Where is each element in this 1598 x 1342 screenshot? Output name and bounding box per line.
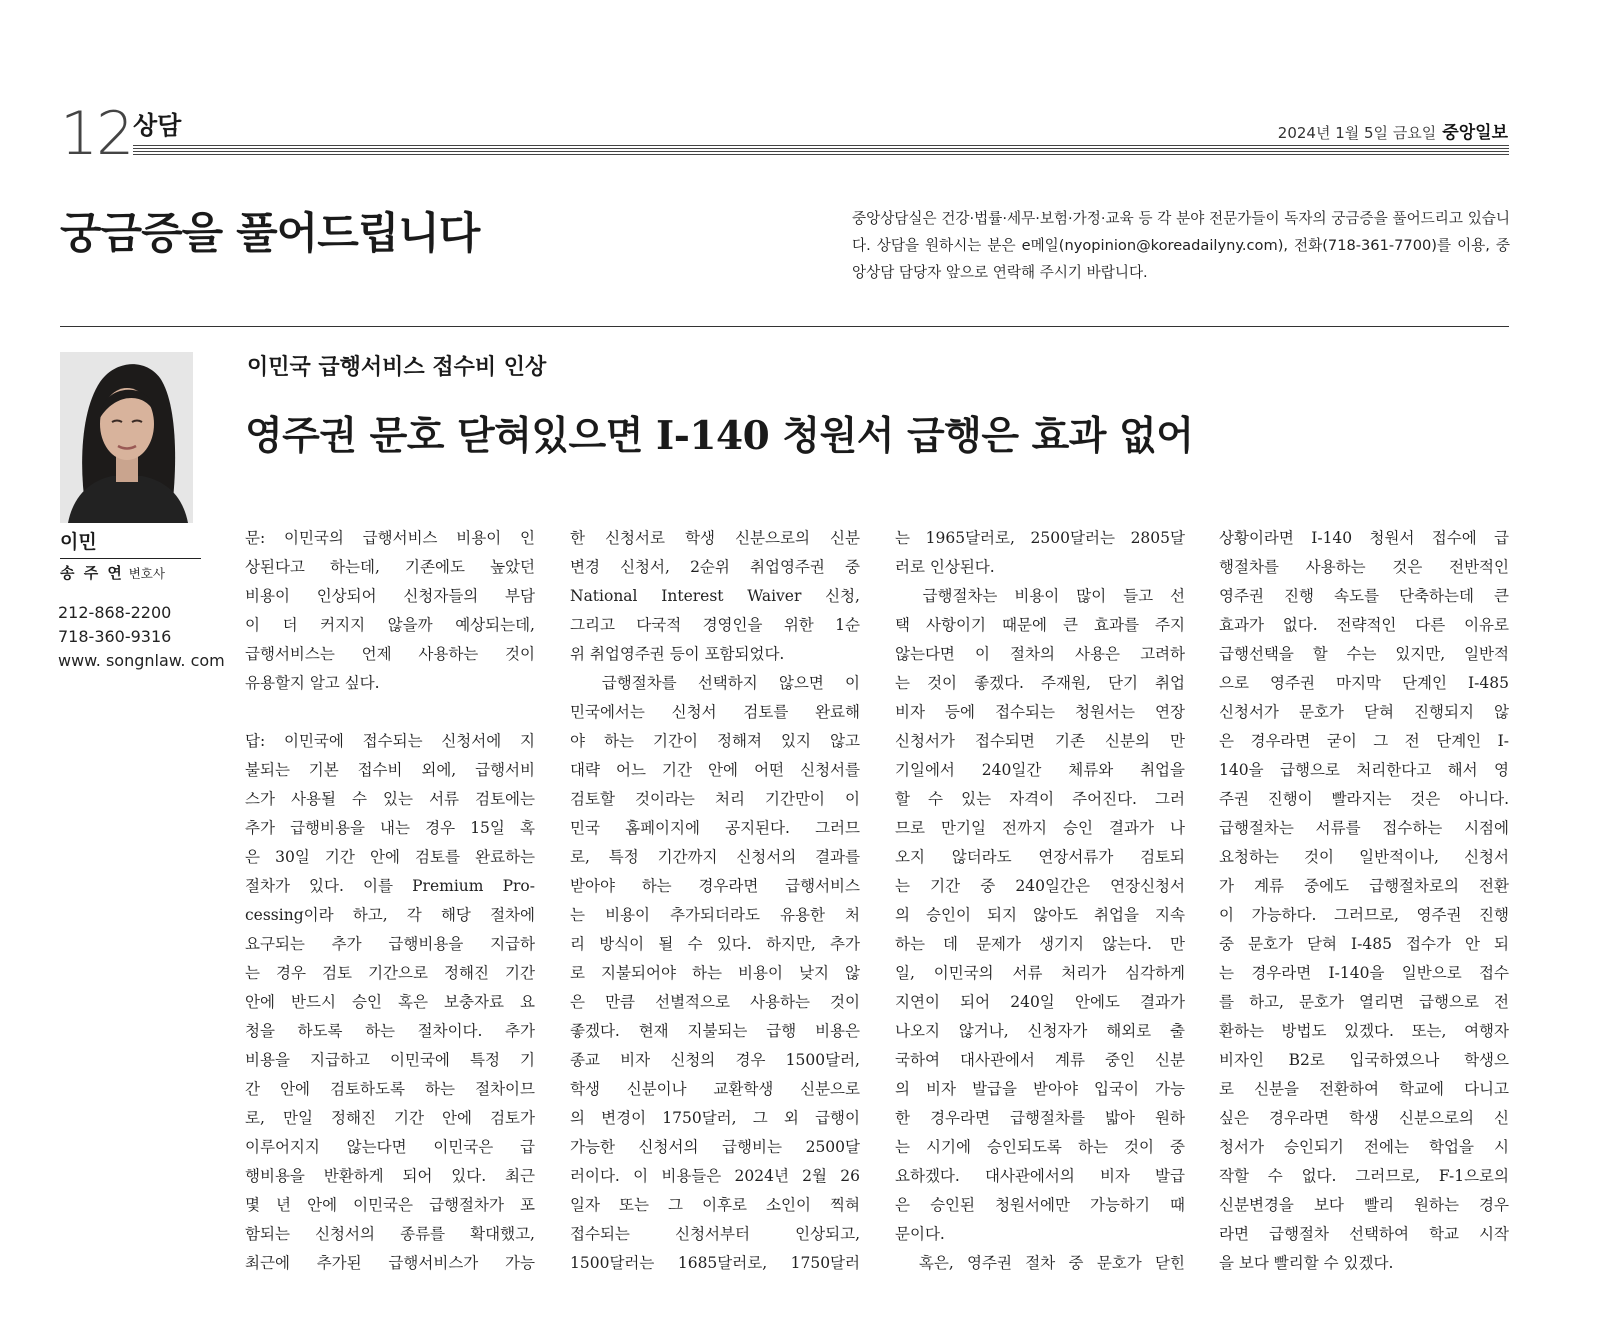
article-line: 문이다.	[895, 1225, 945, 1243]
article-line: 의 변경이 1750달러, 그 외 급행이	[570, 1109, 860, 1127]
author-category: 이민	[60, 531, 97, 553]
article-line: 할 수 있는 자격이 주어진다. 그러	[895, 790, 1185, 808]
article-line: 이 더 커지지 않을까 예상되는데,	[245, 616, 535, 634]
article-line: 않는다면 이 절차의 사용은 고려하	[895, 645, 1185, 663]
article-line: 급행선택을 할 수는 있지만, 일반적	[1219, 645, 1509, 663]
article-line: 리 방식이 될 수 있다. 하지만, 추가	[570, 935, 860, 953]
article-line: 몇 년 안에 이민국은 급행절차가 포	[245, 1196, 535, 1214]
header-rule	[133, 145, 1509, 155]
article-line: 민국에서는 신청서 검토를 완료해	[570, 703, 860, 721]
article-line: 러이다. 이 비용들은 2024년 2월 26	[570, 1167, 860, 1185]
section-name: 상담	[133, 111, 182, 140]
article-line: 간 안에 검토하도록 하는 절차이므	[245, 1080, 535, 1098]
article-line: 상황이라면 I-140 청원서 접수에 급	[1219, 529, 1509, 547]
author-title: 변호사	[128, 566, 165, 581]
article-line: 는 기간 중 240일간은 연장신청서	[895, 877, 1185, 895]
article-line: 은 만큼 선별적으로 사용하는 것이	[570, 993, 860, 1011]
article-line: 종교 비자 신청의 경우 1500달러,	[570, 1051, 860, 1069]
author-name: 송 주 연	[60, 564, 124, 582]
article-line: 일, 이민국의 서류 처리가 심각하게	[895, 964, 1185, 982]
newspaper-brand: 중앙일보	[1442, 123, 1508, 143]
article-line: 환하는 방법도 있겠다. 또는, 여행자	[1219, 1022, 1509, 1040]
article-line: 급행절차는 서류를 접수하는 시점에	[1219, 819, 1509, 837]
article-line: 급행절차는 비용이 많이 들고 선	[895, 587, 1185, 605]
column-title: 궁금증을 풀어드립니다	[60, 209, 480, 259]
article-line: 받아야 하는 경우라면 급행서비스	[570, 877, 860, 895]
article-line: 를 하고, 문호가 열리면 급행으로 전	[1219, 993, 1509, 1011]
article-line: 스가 사용될 수 있는 서류 검토에는	[245, 790, 535, 808]
article-line: 요하겠다. 대사관에서의 비자 발급	[895, 1167, 1185, 1185]
article-line: 로, 특정 기간까지 신청서의 결과를	[570, 848, 860, 866]
article-line: 이루어지지 않는다면 이민국은 급	[245, 1138, 535, 1156]
author-photo	[60, 352, 193, 523]
article-line: 요구되는 추가 급행비용을 지급하	[245, 935, 535, 953]
article-line: 하는 데 문제가 생기지 않는다. 만	[895, 935, 1185, 953]
article-line: 좋겠다. 현재 지불되는 급행 비용은	[570, 1022, 860, 1040]
article-column-2	[570, 524, 860, 1278]
article-line: 택 사항이기 때문에 큰 효과를 주지	[895, 616, 1185, 634]
author-website: www. songnlaw. com	[58, 651, 225, 670]
article-line: 행절차를 사용하는 것은 전반적인	[1219, 558, 1509, 576]
article-line: 민국 홈페이지에 공지된다. 그러므	[570, 819, 860, 837]
article-line: 므로 만기일 전까지 승인 결과가 나	[895, 819, 1185, 837]
author-phone-1: 212-868-2200	[58, 603, 172, 622]
article-line: 문: 이민국의 급행서비스 비용이 인	[245, 529, 535, 547]
article-line: 답: 이민국에 접수되는 신청서에 지	[245, 732, 535, 750]
article-line: 추가 급행비용을 내는 경우 15일 혹	[245, 819, 535, 837]
article-line: 1500달러는 1685달러로, 1750달러	[570, 1254, 860, 1272]
author-contact	[58, 601, 225, 673]
article-line: 비용이 인상되어 신청자들의 부담	[245, 587, 535, 605]
article-line: 140을 급행으로 처리한다고 해서 영	[1219, 761, 1509, 779]
article-line: cessing이라 하고, 각 해당 절차에	[245, 906, 535, 924]
article-line: National Interest Waiver 신청,	[570, 587, 860, 605]
article-line: 영주권 진행 속도를 단축하는데 큰	[1219, 587, 1509, 605]
page-number: 12	[60, 99, 133, 169]
article-line: 가 계류 중에도 급행절차로의 전환	[1219, 877, 1509, 895]
article-line: 작할 수 없다. 그러므로, F-1으로의	[1219, 1167, 1509, 1185]
article-line: 는 비용이 추가되더라도 유용한 처	[570, 906, 860, 924]
article-kicker: 이민국 급행서비스 접수비 인상	[247, 355, 547, 380]
article-line: 가능한 신청서의 급행비는 2500달	[570, 1138, 860, 1156]
author-phone-2: 718-360-9316	[58, 627, 172, 646]
article-line: 의 비자 발급을 받아야 입국이 가능	[895, 1080, 1185, 1098]
article-line: 요청하는 것이 일반적이나, 신청서	[1219, 848, 1509, 866]
article-line: 는 경우 검토 기간으로 정해진 기간	[245, 964, 535, 982]
intro-text: 중앙상담실은 건강·법률·세무·보험·가정·교육 등 각 분야 전문가들이 독자의 궁금증을 풀어드리고 있습니다. 상담을 원하시는 분은 e메일(nyopinion@koreadailyny.com), 전화(718-361-7700)를 이용, 중앙상담 담당자 앞으로 연락해 주시기 바랍니다.	[852, 210, 1510, 281]
article-line	[245, 698, 535, 727]
article-line: 로, 만일 정해진 기간 안에 검토가	[245, 1109, 535, 1127]
article-column-3	[895, 524, 1185, 1278]
article-headline: 영주권 문호 닫혀있으면 I-140 청원서 급행은 효과 없어	[245, 413, 1194, 459]
article-line: 으로 영주권 마지막 단계인 I-485	[1219, 674, 1509, 692]
article-line: 비자 등에 접수되는 청원서는 연장	[895, 703, 1185, 721]
article-line: 신분변경을 보다 빨리 원하는 경우	[1219, 1196, 1509, 1214]
article-line: 대략 어느 기간 안에 어떤 신청서를	[570, 761, 860, 779]
article-line: 오지 않더라도 연장서류가 검토되	[895, 848, 1185, 866]
article-line: 주권 진행이 빨라지는 것은 아니다.	[1219, 790, 1509, 808]
article-line: 로 신분을 전환하여 학교에 다니고	[1219, 1080, 1509, 1098]
article-line: 은 30일 기간 안에 검토를 완료하는	[245, 848, 535, 866]
article-line: 유용할지 알고 싶다.	[245, 674, 380, 692]
article-line: 행비용을 반환하게 되어 있다. 최근	[245, 1167, 535, 1185]
article-line: 급행절차를 선택하지 않으면 이	[570, 674, 860, 692]
article-line: 절차가 있다. 이를 Premium Pro-	[245, 877, 535, 895]
article-line: 은 승인된 청원서에만 가능하기 때	[895, 1196, 1185, 1214]
article-line: 는 시기에 승인되도록 하는 것이 중	[895, 1138, 1185, 1156]
article-line: 일자 또는 그 이후로 소인이 찍혀	[570, 1196, 860, 1214]
article-line: 싶은 경우라면 학생 신분으로의 신	[1219, 1109, 1509, 1127]
article-line: 접수되는 신청서부터 인상되고,	[570, 1225, 860, 1243]
article-line: 로 지불되어야 하는 비용이 낮지 않	[570, 964, 860, 982]
article-line: 기일에서 240일간 체류와 취업을	[895, 761, 1185, 779]
article-line: 혹은, 영주권 절차 중 문호가 닫힌	[895, 1254, 1185, 1272]
article-line: 라면 급행절차 선택하여 학교 시작	[1219, 1225, 1509, 1243]
article-line: 비자인 B2로 입국하였으나 학생으	[1219, 1051, 1509, 1069]
article-line: 그리고 다국적 경영인을 위한 1순	[570, 616, 860, 634]
author-byline	[60, 563, 165, 584]
article-line: 신청서가 문호가 닫혀 진행되지 않	[1219, 703, 1509, 721]
article-line: 청을 하도록 하는 절차이다. 추가	[245, 1022, 535, 1040]
article-column-1	[245, 524, 535, 1278]
article-line: 변경 신청서, 2순위 취업영주권 중	[570, 558, 860, 576]
article-line: 는 경우라면 I-140을 일반으로 접수	[1219, 964, 1509, 982]
author-divider	[60, 558, 201, 559]
article-line: 야 하는 기간이 정해져 있지 않고	[570, 732, 860, 750]
issue-date: 2024년 1월 5일 금요일	[1277, 124, 1437, 142]
article-line: 의 승인이 되지 않아도 취업을 지속	[895, 906, 1185, 924]
article-line: 는 것이 좋겠다. 주재원, 단기 취업	[895, 674, 1185, 692]
article-line: 러로 인상된다.	[895, 558, 995, 576]
article-line: 급행서비스는 언제 사용하는 것이	[245, 645, 535, 663]
date-line	[1278, 124, 1508, 142]
article-line: 위 취업영주권 등이 포함되었다.	[570, 645, 785, 663]
article-line: 청서가 승인되기 전에는 학업을 시	[1219, 1138, 1509, 1156]
article-line: 한 신청서로 학생 신분으로의 신분	[570, 529, 860, 547]
article-line: 는 1965달러로, 2500달러는 2805달	[895, 529, 1185, 547]
article-line: 비용을 지급하고 이민국에 특정 기	[245, 1051, 535, 1069]
article-line: 효과가 없다. 전략적인 다른 이유로	[1219, 616, 1509, 634]
article-line: 상된다고 하는데, 기존에도 높았던	[245, 558, 535, 576]
article-line: 을 보다 빨리할 수 있겠다.	[1219, 1254, 1394, 1272]
article-line: 신청서가 접수되면 기존 신분의 만	[895, 732, 1185, 750]
section-divider	[60, 326, 1509, 327]
article-line: 중 문호가 닫혀 I-485 접수가 안 되	[1219, 935, 1509, 953]
article-line: 학생 신분이나 교환학생 신분으로	[570, 1080, 860, 1098]
article-line: 은 경우라면 굳이 그 전 단계인 I-	[1219, 732, 1509, 750]
article-line: 안에 반드시 승인 혹은 보충자료 요	[245, 993, 535, 1011]
portrait-illustration	[60, 352, 193, 523]
article-line: 한 경우라면 급행절차를 밟아 원하	[895, 1109, 1185, 1127]
article-line: 최근에 추가된 급행서비스가 가능	[245, 1254, 535, 1272]
article-line: 검토할 것이라는 처리 기간만이 이	[570, 790, 860, 808]
article-line: 이 가능하다. 그러므로, 영주권 진행	[1219, 906, 1509, 924]
article-column-4	[1219, 524, 1509, 1278]
article-line: 나오지 않거나, 신청자가 해외로 출	[895, 1022, 1185, 1040]
article-line: 불되는 기본 접수비 외에, 급행서비	[245, 761, 535, 779]
article-line: 함되는 신청서의 종류를 확대했고,	[245, 1225, 535, 1243]
article-line: 지연이 되어 240일 안에도 결과가	[895, 993, 1185, 1011]
article-line: 국하여 대사관에서 계류 중인 신분	[895, 1051, 1185, 1069]
